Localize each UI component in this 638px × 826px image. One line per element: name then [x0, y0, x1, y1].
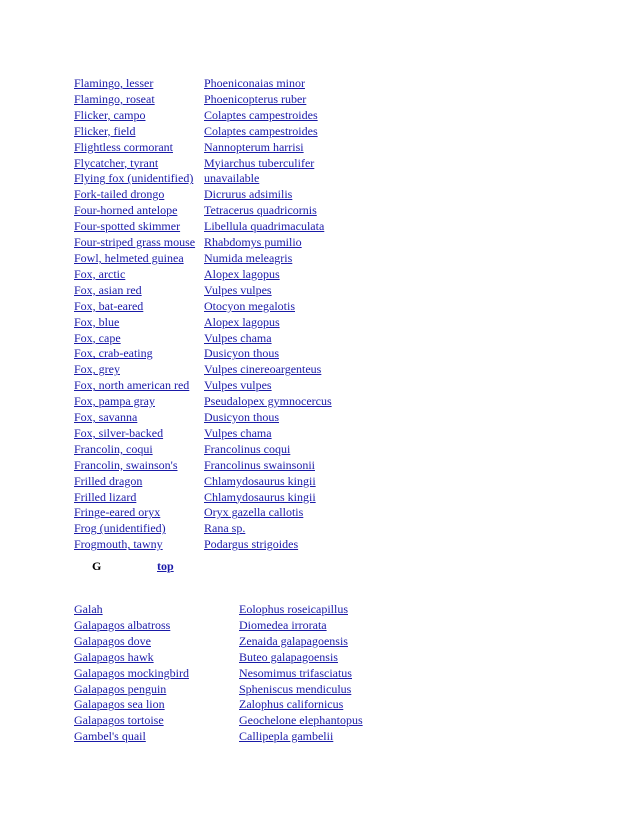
- common-name-link[interactable]: Flycatcher, tyrant: [74, 155, 159, 170]
- scientific-name-link[interactable]: Dicrurus adsimilis: [204, 187, 293, 202]
- common-name-cell: [74, 697, 239, 713]
- scientific-name-cell: [239, 634, 363, 650]
- scientific-name-cell: [204, 219, 332, 235]
- table-row: [74, 394, 332, 410]
- common-name-cell: [74, 505, 204, 521]
- scientific-name-link[interactable]: Chlamydosaurus kingii: [204, 473, 316, 488]
- scientific-name-cell: [204, 505, 332, 521]
- common-name-link[interactable]: Fringe-eared oryx: [74, 505, 161, 520]
- scientific-name-link[interactable]: Nannopterum harrisi: [204, 139, 304, 154]
- scientific-name-cell: [204, 251, 332, 267]
- common-name-link[interactable]: Galapagos penguin: [74, 681, 167, 696]
- scientific-name-link[interactable]: Otocyon megalotis: [204, 298, 295, 313]
- common-name-link[interactable]: Fork-tailed drongo: [74, 187, 165, 202]
- table-row: [74, 618, 363, 634]
- common-name-link[interactable]: Francolin, swainson's: [74, 457, 178, 472]
- common-name-cell: [74, 362, 204, 378]
- table-row: [74, 634, 363, 650]
- scientific-name-link[interactable]: Vulpes vulpes: [204, 282, 272, 297]
- scientific-name-link[interactable]: Libellula quadrimaculata: [204, 219, 325, 234]
- scientific-name-cell: [204, 156, 332, 172]
- common-name-link[interactable]: Fox, grey: [74, 362, 120, 377]
- table-row: [74, 92, 332, 108]
- scientific-name-cell: [204, 474, 332, 490]
- table-row: [74, 76, 332, 92]
- scientific-name-cell: [204, 283, 332, 299]
- table-row: [74, 346, 332, 362]
- table-row: [74, 267, 332, 283]
- common-name-cell: [74, 187, 204, 203]
- table-row: [74, 235, 332, 251]
- scientific-name-link[interactable]: Rana sp.: [204, 521, 246, 536]
- table-row: [74, 362, 332, 378]
- scientific-name-link[interactable]: Zalophus californicus: [239, 697, 344, 712]
- scientific-name-cell: [204, 458, 332, 474]
- common-name-cell: [74, 682, 239, 698]
- scientific-name-cell: [239, 729, 363, 745]
- common-name-cell: [74, 315, 204, 331]
- common-name-cell: [74, 299, 204, 315]
- scientific-name-cell: [204, 490, 332, 506]
- common-name-cell: [74, 92, 204, 108]
- scientific-name-cell: [204, 299, 332, 315]
- scientific-name-cell: [239, 682, 363, 698]
- common-name-cell: [74, 537, 204, 553]
- common-name-cell: [74, 713, 239, 729]
- table-row: [74, 602, 363, 618]
- scientific-name-link[interactable]: Diomedea irrorata: [239, 617, 327, 632]
- common-name-link[interactable]: Galapagos albatross: [74, 617, 171, 632]
- table-row: [74, 378, 332, 394]
- table-row: [74, 521, 332, 537]
- common-name-cell: [74, 331, 204, 347]
- table-row: [74, 108, 332, 124]
- common-name-link[interactable]: Four-striped grass mouse: [74, 235, 196, 250]
- scientific-name-link[interactable]: Phoenicopterus ruber: [204, 91, 307, 106]
- common-name-cell: [74, 283, 204, 299]
- common-name-link[interactable]: Fox, blue: [74, 314, 120, 329]
- scientific-name-link[interactable]: Podargus strigoides: [204, 537, 299, 552]
- scientific-name-cell: [204, 235, 332, 251]
- common-name-link[interactable]: Galapagos mockingbird: [74, 665, 189, 680]
- scientific-name-link[interactable]: Vulpes vulpes: [204, 378, 272, 393]
- g-species-table-body: [74, 602, 363, 745]
- scientific-name-link[interactable]: Spheniscus mendiculus: [239, 681, 352, 696]
- common-name-cell: [74, 76, 204, 92]
- scientific-name-cell: [204, 410, 332, 426]
- table-row: [74, 124, 332, 140]
- scientific-name-cell: [204, 140, 332, 156]
- common-name-cell: [74, 378, 204, 394]
- scientific-name-link[interactable]: Dusicyon thous: [204, 346, 279, 361]
- scientific-name-link[interactable]: Myiarchus tuberculifer: [204, 155, 315, 170]
- table-row: [74, 713, 363, 729]
- f-species-table: [74, 76, 332, 553]
- table-row: [74, 729, 363, 745]
- common-name-cell: [74, 474, 204, 490]
- common-name-link[interactable]: Fox, crab-eating: [74, 346, 153, 361]
- scientific-name-link[interactable]: Alopex lagopus: [204, 266, 280, 281]
- table-row: [74, 140, 332, 156]
- common-name-cell: [74, 124, 204, 140]
- scientific-name-cell: [204, 267, 332, 283]
- common-name-link[interactable]: Fox, silver-backed: [74, 425, 164, 440]
- common-name-cell: [74, 219, 204, 235]
- table-row: [74, 697, 363, 713]
- scientific-name-cell: [239, 618, 363, 634]
- scientific-name-cell: [204, 203, 332, 219]
- common-name-link[interactable]: Fox, cape: [74, 330, 121, 345]
- table-row: [74, 171, 332, 187]
- scientific-name-link[interactable]: Zenaida galapagoensis: [239, 633, 348, 648]
- table-row: [74, 505, 332, 521]
- common-name-cell: [74, 521, 204, 537]
- common-name-cell: [74, 156, 204, 172]
- section-letter-g: G: [92, 559, 102, 573]
- scientific-name-link[interactable]: Francolinus swainsonii: [204, 457, 315, 472]
- common-name-link[interactable]: Fox, pampa gray: [74, 394, 155, 409]
- scientific-name-cell: [204, 331, 332, 347]
- table-row: [74, 458, 332, 474]
- table-row: [74, 251, 332, 267]
- scientific-name-link[interactable]: Alopex lagopus: [204, 314, 280, 329]
- table-row: [74, 537, 332, 553]
- common-name-link[interactable]: Flamingo, lesser: [74, 76, 154, 90]
- common-name-cell: [74, 203, 204, 219]
- table-row: [74, 315, 332, 331]
- scientific-name-link[interactable]: Phoeniconaias minor: [204, 76, 305, 90]
- scientific-name-cell: [239, 602, 363, 618]
- scientific-name-link[interactable]: Pseudalopex gymnocercus: [204, 394, 332, 409]
- scientific-name-link[interactable]: Rhabdomys pumilio: [204, 235, 302, 250]
- scientific-name-cell: [204, 426, 332, 442]
- scientific-name-cell: [239, 650, 363, 666]
- table-row: [74, 442, 332, 458]
- table-row: [74, 299, 332, 315]
- scientific-name-link[interactable]: Eolophus roseicapillus: [239, 602, 348, 616]
- common-name-link[interactable]: Flicker, field: [74, 123, 136, 138]
- table-row: [74, 187, 332, 203]
- scientific-name-link[interactable]: Numida meleagris: [204, 250, 293, 265]
- common-name-link[interactable]: Frilled lizard: [74, 489, 137, 504]
- table-row: [74, 490, 332, 506]
- common-name-link[interactable]: Four-horned antelope: [74, 203, 178, 218]
- scientific-name-cell: [204, 537, 332, 553]
- scientific-name-cell: [204, 346, 332, 362]
- common-name-cell: [74, 267, 204, 283]
- common-name-cell: [74, 490, 204, 506]
- scientific-name-link[interactable]: Francolinus coqui: [204, 441, 291, 456]
- scientific-name-link[interactable]: Colaptes campestroides: [204, 107, 318, 122]
- table-row: [74, 203, 332, 219]
- scientific-name-cell: [204, 187, 332, 203]
- common-name-link[interactable]: Francolin, coqui: [74, 441, 153, 456]
- common-name-link[interactable]: Fowl, helmeted guinea: [74, 250, 184, 265]
- table-row: [74, 426, 332, 442]
- g-species-table: [74, 602, 363, 745]
- scientific-name-link[interactable]: Nesomimus trifasciatus: [239, 665, 352, 680]
- scientific-name-link[interactable]: Geochelone elephantopus: [239, 713, 363, 728]
- table-row: [74, 666, 363, 682]
- common-name-link[interactable]: Fox, arctic: [74, 266, 126, 281]
- common-name-cell: [74, 442, 204, 458]
- common-name-link[interactable]: Fox, asian red: [74, 282, 142, 297]
- common-name-link[interactable]: Flamingo, roseat: [74, 91, 155, 106]
- common-name-link[interactable]: Flightless cormorant: [74, 139, 173, 154]
- table-row: [74, 650, 363, 666]
- common-name-cell: [74, 458, 204, 474]
- common-name-cell: [74, 251, 204, 267]
- scientific-name-link[interactable]: Chlamydosaurus kingii: [204, 489, 316, 504]
- scientific-name-link[interactable]: Callipepla gambelii: [239, 729, 334, 744]
- scientific-name-cell: [204, 521, 332, 537]
- f-species-table-body: [74, 76, 332, 553]
- common-name-link[interactable]: Fox, north american red: [74, 378, 190, 393]
- common-name-link[interactable]: Flying fox (unidentified): [74, 171, 194, 186]
- scientific-name-cell: [204, 362, 332, 378]
- common-name-cell: [74, 634, 239, 650]
- common-name-link[interactable]: Galapagos tortoise: [74, 713, 164, 728]
- g-section-header: [92, 558, 174, 574]
- scientific-name-cell: [204, 378, 332, 394]
- top-link[interactable]: top: [157, 559, 174, 573]
- scientific-name-link[interactable]: Dusicyon thous: [204, 410, 279, 425]
- common-name-link[interactable]: Galapagos sea lion: [74, 697, 165, 712]
- table-row: [74, 410, 332, 426]
- common-name-link[interactable]: Fox, bat-eared: [74, 298, 144, 313]
- scientific-name-link[interactable]: Vulpes cinereoargenteus: [204, 362, 322, 377]
- common-name-link[interactable]: Frogmouth, tawny: [74, 537, 163, 552]
- common-name-cell: [74, 650, 239, 666]
- common-name-link[interactable]: Frilled dragon: [74, 473, 143, 488]
- table-row: [74, 219, 332, 235]
- common-name-cell: [74, 602, 239, 618]
- common-name-link[interactable]: Fox, savanna: [74, 410, 138, 425]
- common-name-cell: [74, 108, 204, 124]
- table-row: [74, 331, 332, 347]
- scientific-name-cell: [204, 108, 332, 124]
- scientific-name-link[interactable]: Oryx gazella callotis: [204, 505, 304, 520]
- table-row: [74, 682, 363, 698]
- scientific-name-cell: [204, 171, 332, 187]
- common-name-link[interactable]: Galah: [74, 602, 103, 616]
- scientific-name-cell: [239, 697, 363, 713]
- common-name-link[interactable]: Gambel's quail: [74, 729, 146, 744]
- scientific-name-link[interactable]: Vulpes chama: [204, 330, 272, 345]
- scientific-name-cell: [204, 442, 332, 458]
- common-name-cell: [74, 346, 204, 362]
- scientific-name-cell: [239, 713, 363, 729]
- common-name-cell: [74, 729, 239, 745]
- scientific-name-cell: [204, 76, 332, 92]
- common-name-link[interactable]: Galapagos dove: [74, 633, 151, 648]
- scientific-name-cell: [204, 315, 332, 331]
- table-row: [74, 283, 332, 299]
- scientific-name-link[interactable]: unavailable: [204, 171, 260, 186]
- common-name-cell: [74, 235, 204, 251]
- table-row: [74, 156, 332, 172]
- common-name-link[interactable]: Frog (unidentified): [74, 521, 166, 536]
- scientific-name-cell: [204, 394, 332, 410]
- scientific-name-cell: [239, 666, 363, 682]
- common-name-cell: [74, 140, 204, 156]
- common-name-cell: [74, 171, 204, 187]
- common-name-cell: [74, 410, 204, 426]
- scientific-name-link[interactable]: Colaptes campestroides: [204, 123, 318, 138]
- common-name-cell: [74, 666, 239, 682]
- common-name-link[interactable]: Galapagos hawk: [74, 649, 154, 664]
- scientific-name-link[interactable]: Vulpes chama: [204, 425, 272, 440]
- common-name-cell: [74, 394, 204, 410]
- scientific-name-cell: [204, 124, 332, 140]
- scientific-name-link[interactable]: Buteo galapagoensis: [239, 649, 338, 664]
- common-name-link[interactable]: Four-spotted skimmer: [74, 219, 181, 234]
- common-name-link[interactable]: Flicker, campo: [74, 107, 146, 122]
- scientific-name-cell: [204, 92, 332, 108]
- common-name-cell: [74, 426, 204, 442]
- common-name-cell: [74, 618, 239, 634]
- table-row: [74, 474, 332, 490]
- scientific-name-link[interactable]: Tetracerus quadricornis: [204, 203, 317, 218]
